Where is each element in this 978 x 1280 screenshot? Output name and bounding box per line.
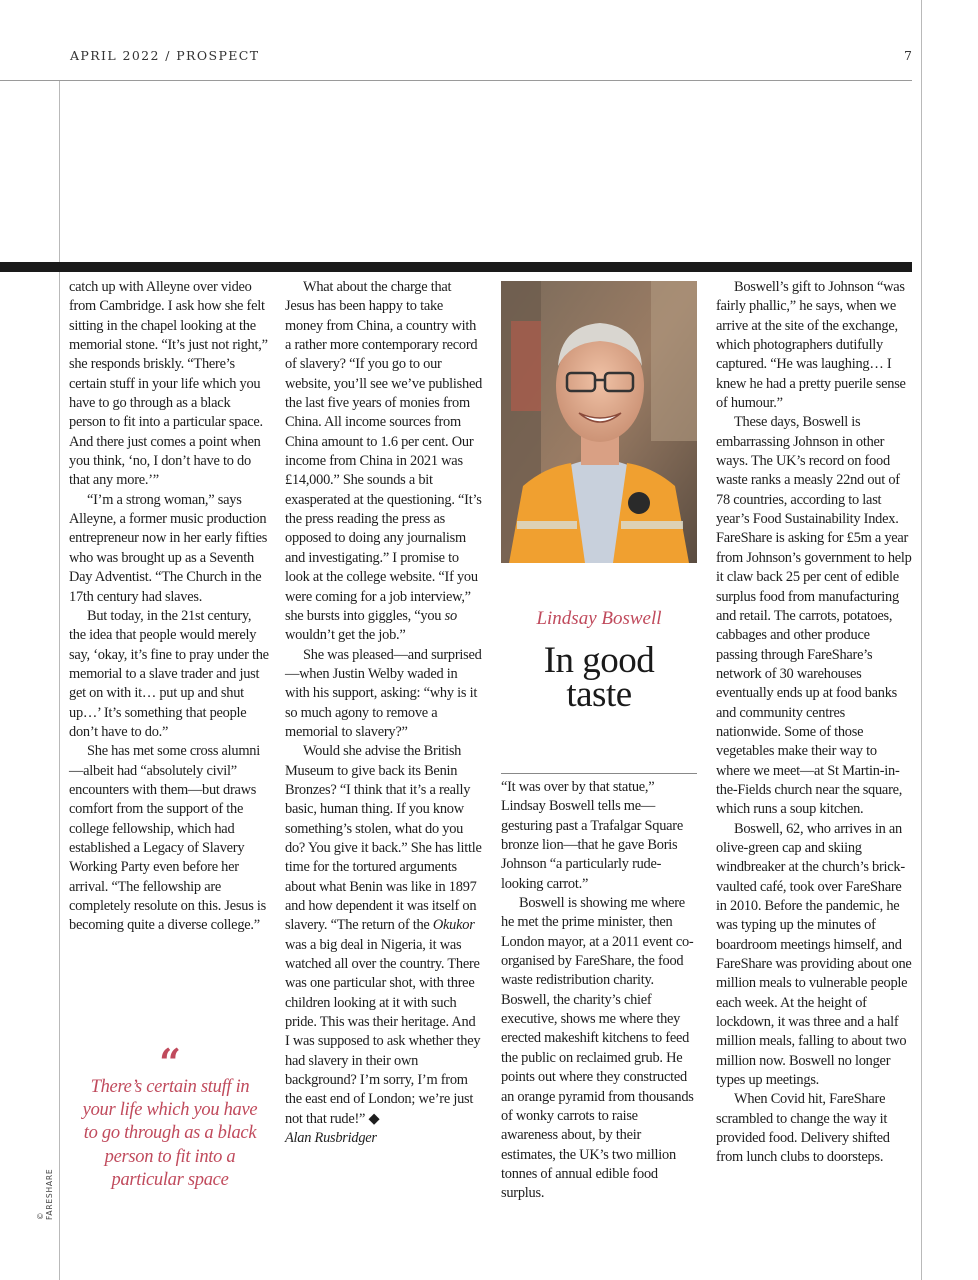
quote-mark-icon: “ — [159, 1040, 181, 1085]
paragraph: She has met some cross alumni—albeit had “absolutely civil” encounters with them—but draws comfort from the support of the college fellowship, which had established a Legacy of Slavery Working Party even before her arrival. “The fellowship are completely resolute on this. Jesus is becoming quite a diverse college.” — [69, 743, 266, 934]
portrait-photo — [501, 281, 697, 563]
paragraph: When Covid hit, FareShare scrambled to change the way it provided food. Delivery shifted from lunch clubs to doorsteps. — [716, 1091, 890, 1166]
pull-quote — [80, 1040, 260, 1192]
paragraph: catch up with Alleyne over video from Cambridge. I ask how she felt sitting in the chapel looking at the memorial stone. “It’s just not right,” she responds briskly. “There’s certain stuff in your life which you have to go through as a black person to fit into a particular space. And there just comes a point when you think, ‘no, I don’t have to do that any more.’” — [69, 279, 268, 489]
feature-kicker: Lindsay Boswell — [536, 608, 662, 629]
feature-headline: In good taste — [543, 640, 655, 715]
paragraph: Boswell’s gift to Johnson “was fairly phallic,” he says, when we arrive at the site of the exchange, which photographers dutifully captured. “He was laughing… I knew he had a pretty puerile sense of humour.” — [716, 279, 906, 412]
issue-label: APRIL 2022 / PROSPECT — [70, 48, 260, 63]
column-4 — [716, 278, 913, 1168]
author-signature: Alan Rusbridger — [285, 1130, 377, 1147]
pull-quote-text: There’s certain stuff in your life which you have to go through as a black person to fit into a particular space — [82, 1077, 258, 1190]
section-band — [0, 262, 912, 272]
paragraph: “It was over by that statue,” Lindsay Boswell tells me—gesturing past a Trafalgar Square bronze lion—that he gave Boris Johnson “a particularly rude-looking carrot.” — [501, 779, 683, 892]
column-2 — [285, 278, 483, 1148]
headline-rule — [501, 773, 697, 774]
running-header — [70, 48, 912, 64]
column-1 — [69, 278, 269, 936]
photo-credit: © FARESHARE — [36, 1168, 54, 1220]
left-margin-line — [59, 80, 60, 1280]
portrait-illustration — [501, 281, 697, 563]
paragraph: These days, Boswell is embarrassing Johnson in other ways. The UK’s record on food waste ranks a measly 22nd out of 78 countries, according to last year’s Food Sustainability Index. FareShare is asking for £5m a year from Johnson’s government to help it claw back 25 per cent of edible surplus food from manufacturing and retail. The carrots, potatoes, cabbages and other produce passing through FareShare’s network of 30 warehouses eventually ends up at food banks and community centres nationwide. Some of those vegetables make their way to where we meet—at St Martin-in-the-Fields church near the square, which runs a soup kitchen. — [716, 414, 912, 818]
paragraph: What about the charge that Jesus has been happy to take money from China, a country with a rather more contemporary record of slavery? “If you go to our website, you’ll see we’ve published the last five years of monies from China. All income sources from China amount to 1.6 per cent. Our income from China in 2021 was £14,000.” She sounds a bit exasperated at the questioning. “It’s the press reading the press as opposed to doing any journalism and investigating.” I promise to look at the college website. “If you were coming for a job interview,” she bursts into giggles, “you so wouldn’t get the job.” — [285, 279, 483, 644]
header-rule — [0, 80, 912, 81]
column-3 — [501, 778, 698, 1204]
page-number: 7 — [904, 48, 912, 63]
paragraph: She was pleased—and surprised—when Justin Welby waded in with his support, asking: “why is it so much agony to remove a memorial to slavery?” — [285, 646, 482, 740]
paragraph: Boswell, 62, who arrives in an olive-green cap and skiing windbreaker at the church’s brick-vaulted café, took over FareShare in 2010. Before the pandemic, he was typing up the minutes of boardroom meetings himself, and FareShare was providing about one million meals to vulnerable people each week. At the height of lockdown, it was three and a half million meals, falling to about two million now. Boswell no longer types up meetings. — [716, 820, 912, 1089]
paragraph: Would she advise the British Museum to give back its Benin Bronzes? “I think that it’s a really basic, human thing. If you know something’s stolen, what do you do? You give it back.” She has little time for the tortured arguments about what Benin was like in 1897 and how dependent it was itself on slavery. “The return of the Okukor was a big deal in Nigeria, it was watched all over the country. There was one particular shot, with three children looking at it with such pride. This was their heritage. And I was supposed to ask whether they had slavery in their own background? I’m sorry, I’m from the east end of London; we’re just not that rude!” ◆ Alan Rusbridger — [285, 742, 483, 1148]
paragraph: But today, in the 21st century, the idea that people would merely say, ‘okay, it’s fine to pray under the memorial to a slave trader and just get on with it… put up and shut up…’ It’s something that people don’t have to do.” — [69, 607, 269, 740]
paragraph: Boswell is showing me where he met the prime minister, then London mayor, at a 2011 event co-organised by FareShare, the food waste redistribution charity. Boswell, the charity’s chief executive, shows me where they erected makeshift kitchens to feed the public on reclaimed grub. He points out where they constructed an orange pyramid from thousands of wonky carrots to raise awareness about, by their estimates, the UK’s two million tonnes of annual edible food surplus. — [501, 895, 694, 1202]
paragraph: “I’m a strong woman,” says Alleyne, a former music production entrepreneur now in her early fifties who was brought up as a Seventh Day Adventist. “The Church in the 17th century had slaves. — [69, 491, 268, 605]
right-margin-line — [921, 0, 922, 1280]
